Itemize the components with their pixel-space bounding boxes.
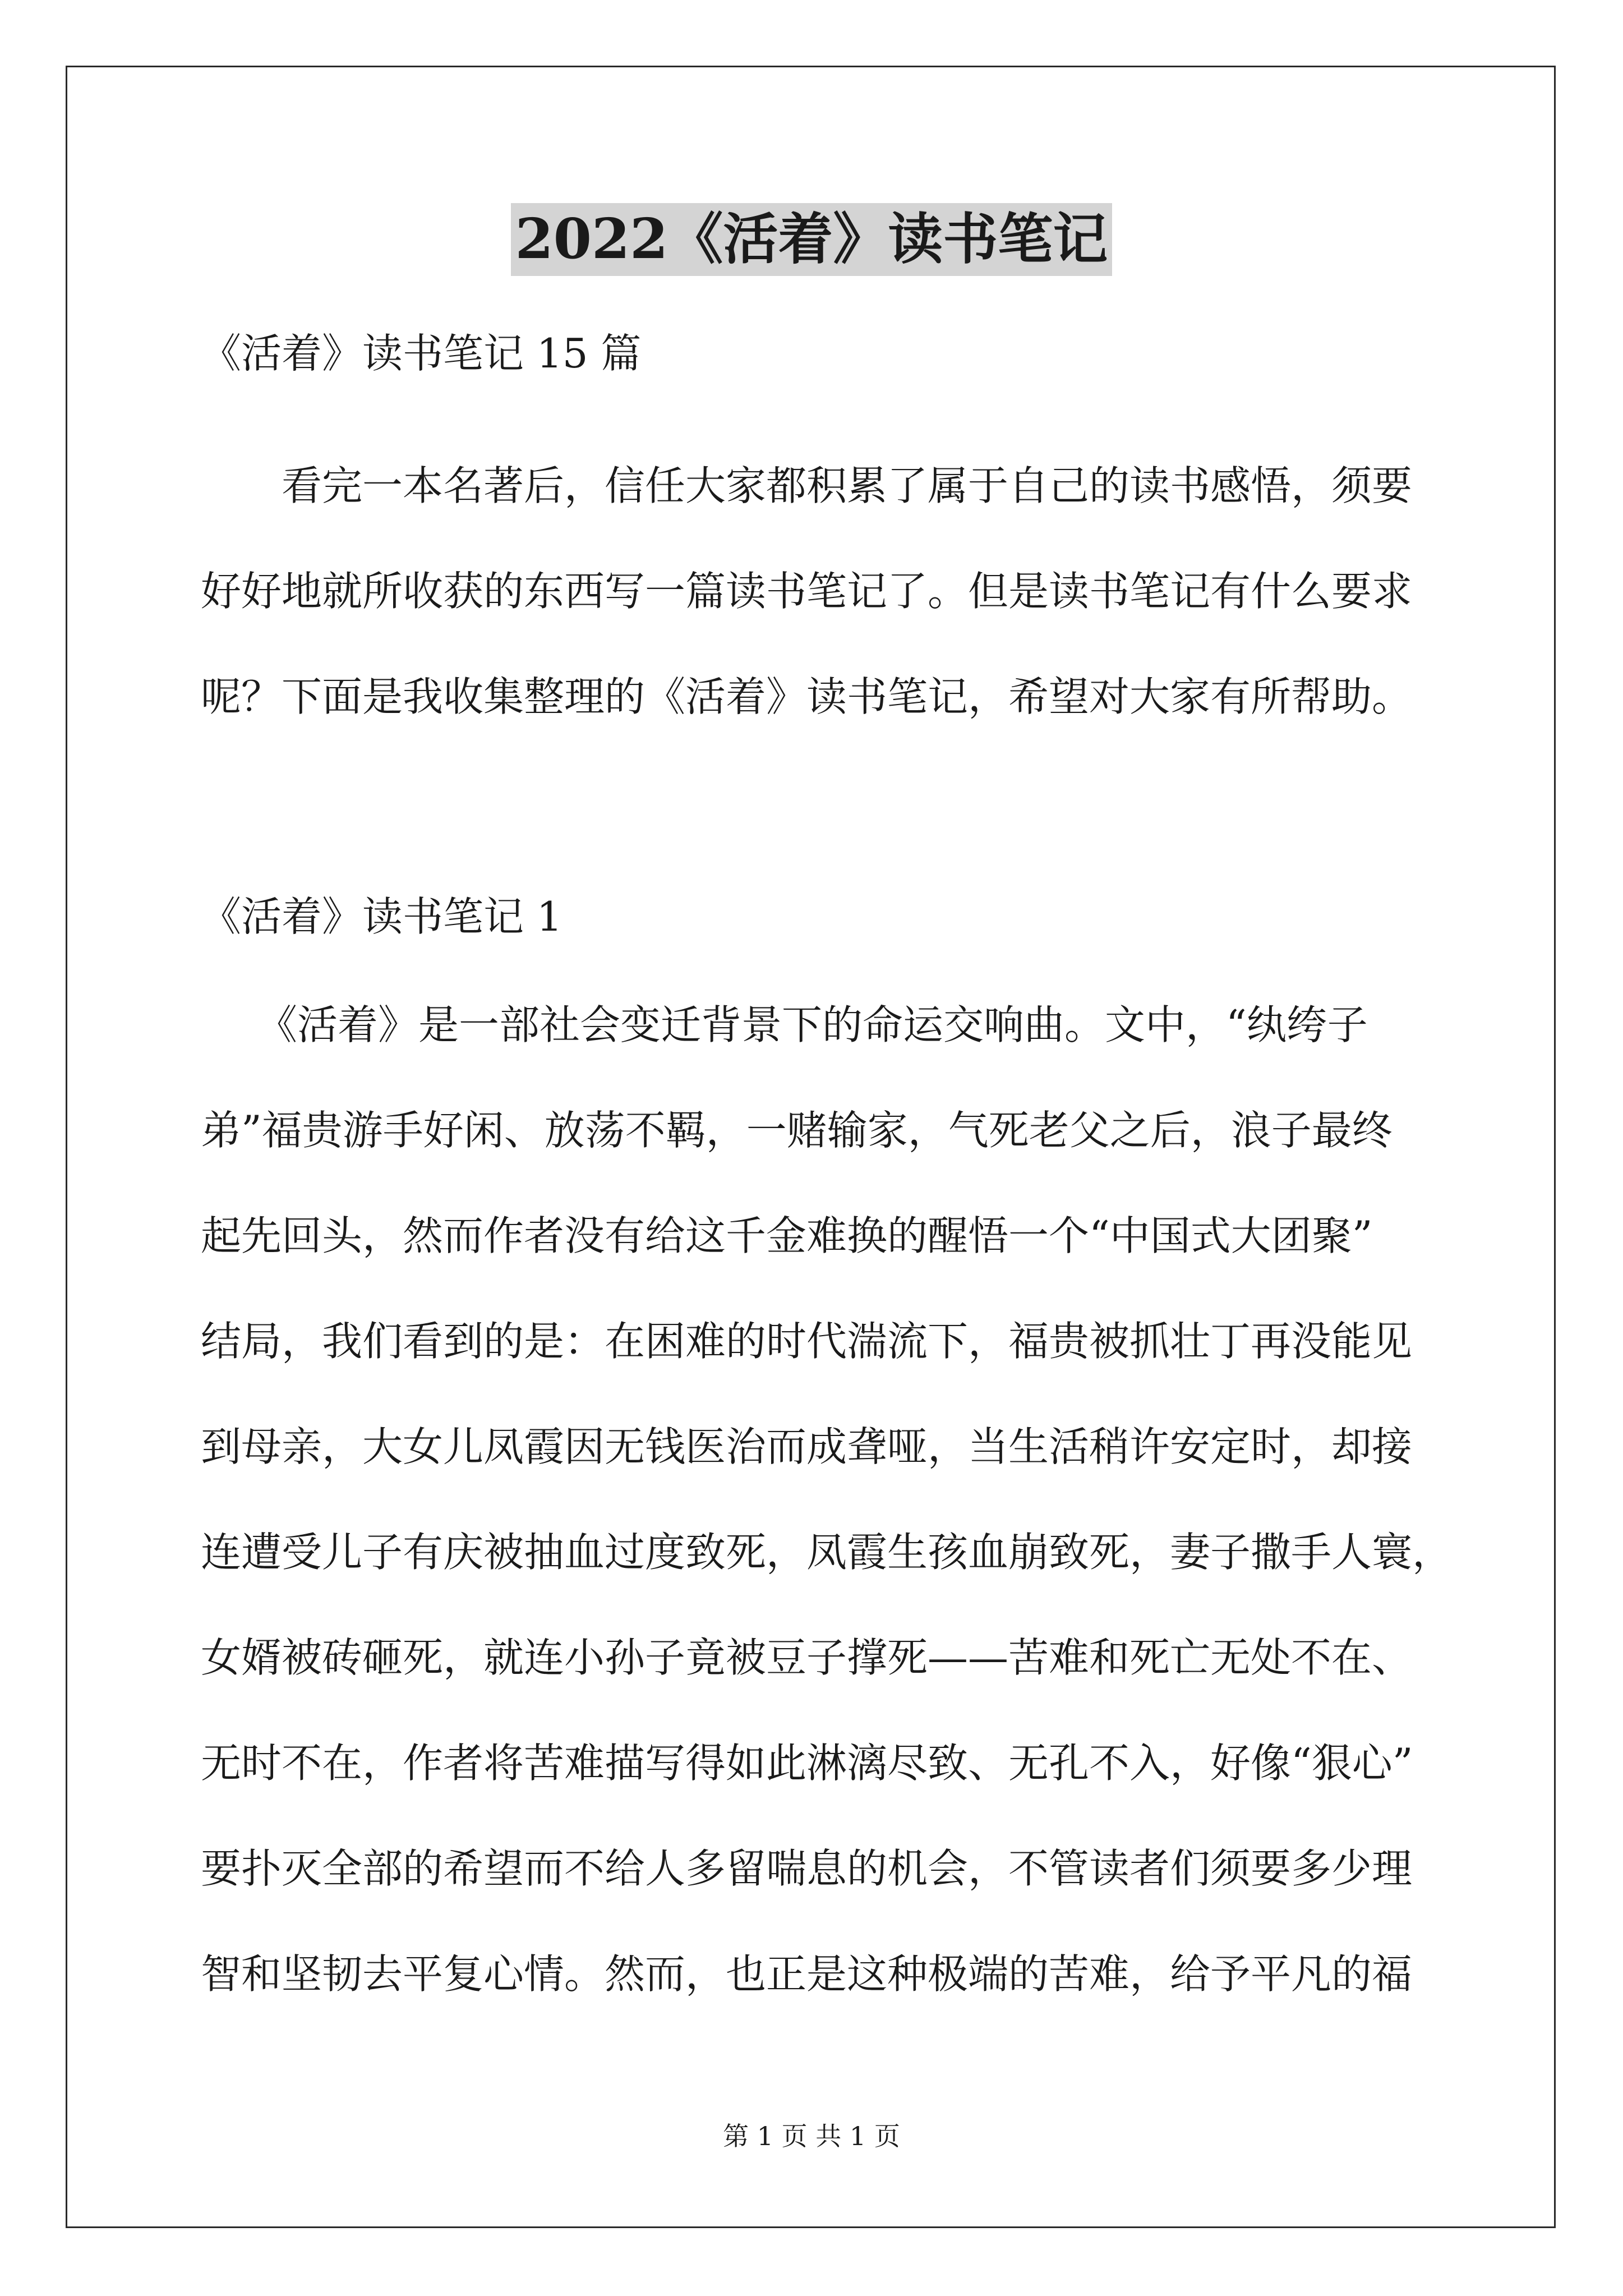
page-footer: 第 1 页 共 1 页 [723,2121,900,2151]
body-line: 要扑灭全部的希望而不给人多留喘息的机会，不管读者们须要多少理 [201,1845,1413,1892]
body-line: 起先回头，然而作者没有给这千金难换的醒悟一个“中国式大团聚” [201,1212,1373,1259]
section-heading: 《活着》读书笔记 1 [201,893,562,940]
body-line: 连遭受儿子有庆被抽血过度致死，凤霞生孩血崩致死，妻子撒手人寰， [201,1529,1453,1576]
body-line: 女婿被砖砸死，就连小孙子竟被豆子撑死——苦难和死亡无处不在、 [201,1634,1413,1681]
intro-line: 呢？下面是我收集整理的《活着》读书笔记，希望对大家有所帮助。 [201,673,1413,720]
body-line: 智和坚韧去平复心情。然而，也正是这种极端的苦难，给予平凡的福 [201,1950,1413,1998]
document-title [0,203,1623,276]
intro-line: 看完一本名著后，信任大家都积累了属于自己的读书感悟，须要 [282,462,1413,509]
document-title-text: 2022《活着》读书笔记 [511,203,1113,276]
body-line: 《活着》是一部社会变迁背景下的命运交响曲。文中，“纨绔子 [257,1001,1368,1048]
body-line: 弟”福贵游手好闲、放荡不羁，一赌输家，气死老父之后，浪子最终 [201,1107,1393,1154]
body-line: 无时不在，作者将苦难描写得如此淋漓尽致、无孔不入，好像“狠心” [201,1740,1413,1787]
document-subtitle: 《活着》读书笔记 15 篇 [201,330,642,377]
intro-line: 好好地就所收获的东西写一篇读书笔记了。但是读书笔记有什么要求 [201,568,1413,615]
body-line: 到母亲，大女儿凤霞因无钱医治而成聋哑，当生活稍许安定时，却接 [201,1423,1413,1470]
body-line: 结局，我们看到的是：在困难的时代湍流下，福贵被抓壮丁再没能见 [201,1318,1413,1365]
